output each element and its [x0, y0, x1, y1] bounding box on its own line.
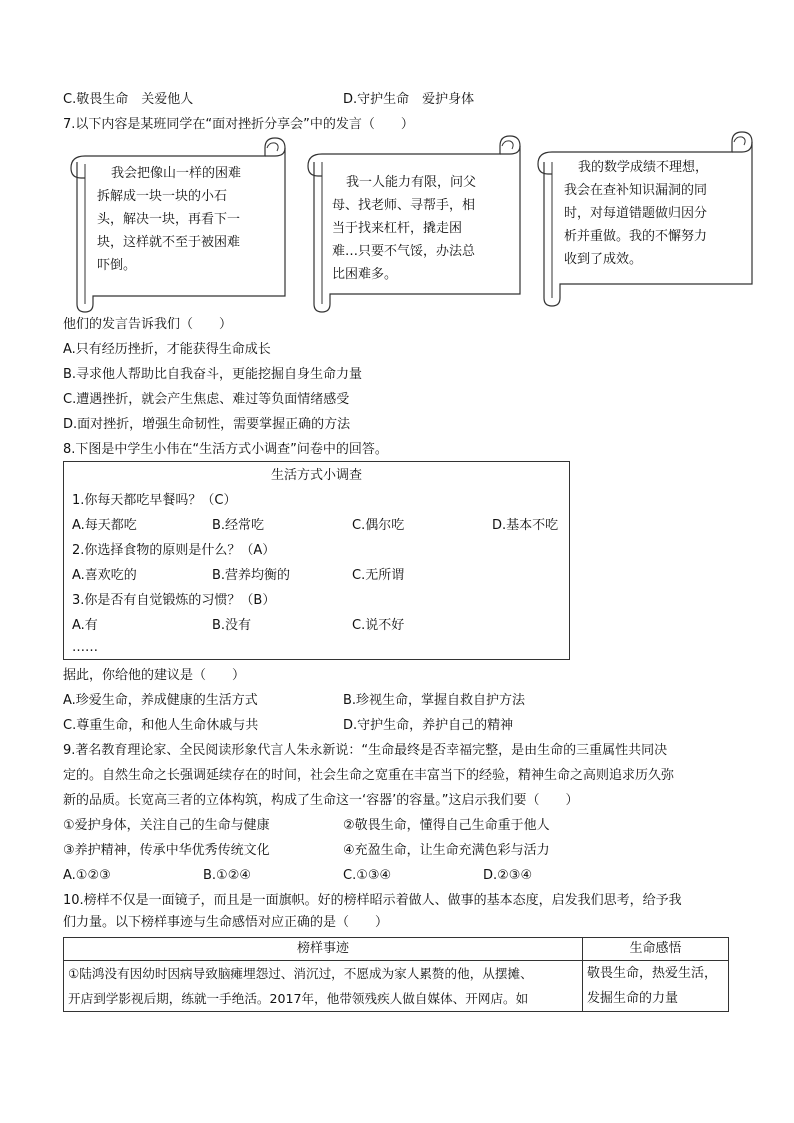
survey-q1-option-a: A.每天都吃: [72, 518, 137, 533]
scroll-3-line-3: 时，对每道错题做归因分: [564, 206, 708, 221]
survey-q3-option-b: B.没有: [212, 618, 252, 633]
scroll-1-line-3: 头，解决一块，再看下一: [97, 212, 241, 227]
survey-q1-option-d: D.基本不吃: [492, 518, 559, 533]
scroll-1-line-1: 我会把像山一样的困难: [111, 166, 242, 181]
q9-option-d: D.②③④: [483, 868, 533, 883]
q9-item-2: ②敬畏生命，懂得自己生命重于他人: [343, 818, 550, 833]
q7-option-b: B.寻求他人帮助比自我奋斗，更能挖掘自身生命力量: [63, 367, 363, 382]
scroll-2-line-5: 比困难多。: [332, 267, 398, 282]
q10-stem-line-2: 们力量。以下榜样事迹与生命感悟对应正确的是（ ）: [63, 915, 389, 930]
survey-question-2: 2.你选择食物的原则是什么？（A）: [72, 543, 276, 558]
table-row: [64, 961, 729, 1012]
q7-follow-question: 他们的发言告诉我们（ ）: [63, 317, 233, 332]
scroll-2-line-4: 难…只要不气馁，办法总: [332, 244, 476, 259]
scroll-1-line-2: 拆解成一块一块的小石: [97, 189, 228, 204]
table-cell-insight: [583, 961, 729, 1012]
table-header-insight: 生命感悟: [583, 938, 729, 961]
scroll-card-3: [530, 128, 754, 308]
scroll-card-2: [300, 134, 522, 314]
q8-option-b: B.珍视生命，掌握自救自护方法: [343, 693, 526, 708]
survey-q1-option-c: C.偶尔吃: [352, 518, 405, 533]
scroll-3-line-1: 我的数学成绩不理想，: [578, 160, 709, 175]
scroll-3-line-2: 我会在查补知识漏洞的同: [564, 183, 708, 198]
scroll-card-1: [63, 134, 288, 314]
survey-title: 生活方式小调查: [270, 468, 362, 483]
scroll-1-line-5: 吓倒。: [97, 258, 137, 273]
survey-q3-option-c: C.说不好: [352, 618, 405, 633]
survey-q1-option-b: B.经常吃: [212, 518, 265, 533]
deed-line-1: ①陆鸿没有因幼时因病导致脑瘫埋怨过、消沉过，不愿成为家人累赘的他，从摆摊、: [68, 966, 533, 981]
survey-q2-option-b: B.营养均衡的: [212, 568, 291, 583]
table-header-deeds: 榜样事迹: [64, 938, 583, 961]
survey-box: [63, 461, 570, 660]
insight-line-2: 发掘生命的力量: [587, 991, 679, 1006]
q8-follow-question: 据此，你给他的建议是（ ）: [63, 668, 246, 683]
q7-option-a: A.只有经历挫折，才能获得生命成长: [63, 342, 271, 357]
q6-option-c: C.敬畏生命 关爱他人: [63, 92, 194, 107]
scroll-3-line-4: 析并重做。我的不懈努力: [564, 229, 708, 244]
q10-stem-line-1: 10.榜样不仅是一面镜子，而且是一面旗帜。好的榜样昭示着做人、做事的基本态度，启发我们思考，给予我: [63, 893, 682, 908]
q9-stem-line-1: 9.著名教育理论家、全民阅读形象代言人朱永新说：“生命最终是否幸福完整，是由生命的三重属性共同决: [63, 743, 668, 758]
q9-stem-line-3: 新的品质。长宽高三者的立体构筑，构成了生命这一‘容器’的容量。”这启示我们要（ ）: [63, 793, 579, 808]
insight-line-1: 敬畏生命，热爱生活，: [587, 966, 718, 981]
q9-stem-line-2: 定的。自然生命之长强调延续存在的时间，社会生命之宽重在丰富当下的经验，精神生命之高则追求历久弥: [63, 768, 675, 783]
q7-stem: 7.以下内容是某班同学在“面对挫折分享会”中的发言（ ）: [63, 117, 414, 132]
scroll-2-line-2: 母、找老师、寻帮手，相: [332, 198, 476, 213]
q9-item-3: ③养护精神，传承中华优秀传统文化: [63, 843, 270, 858]
q9-option-a: A.①②③: [63, 868, 111, 883]
q7-option-c: C.遭遇挫折，就会产生焦虑、难过等负面情绪感受: [63, 392, 350, 407]
q9-item-4: ④充盈生命，让生命充满色彩与活力: [343, 843, 550, 858]
role-model-table: [63, 937, 729, 1012]
scroll-3-line-5: 收到了成效。: [564, 252, 643, 267]
survey-question-3: 3.你是否有自觉锻炼的习惯？（B）: [72, 593, 276, 608]
q8-stem: 8.下图是中学生小伟在“生活方式小调查”问卷中的回答。: [63, 442, 388, 457]
scroll-2-line-1: 我一人能力有限，问父: [346, 175, 477, 190]
survey-q2-option-c: C.无所谓: [352, 568, 405, 583]
q6-option-d: D.守护生命 爱护身体: [343, 92, 475, 107]
scroll-1-line-4: 块，这样就不至于被困难: [97, 235, 241, 250]
deed-line-2: 开店到学影视后期，练就一手绝活。2017年，他带领残疾人做自媒体、开网店。如: [68, 991, 529, 1006]
survey-question-1: 1.你每天都吃早餐吗？（C）: [72, 493, 237, 508]
q8-option-c: C.尊重生命，和他人生命休戚与共: [63, 718, 259, 733]
survey-q3-option-a: A.有: [72, 618, 98, 633]
q8-option-d: D.守护生命，养护自己的精神: [343, 718, 514, 733]
survey-ellipsis: ……: [72, 640, 98, 655]
q9-option-b: B.①②④: [203, 868, 252, 883]
q7-option-d: D.面对挫折，增强生命韧性，需要掌握正确的方法: [63, 417, 351, 432]
q9-item-1: ①爱护身体，关注自己的生命与健康: [63, 818, 270, 833]
table-cell-deed: [64, 961, 583, 1012]
q8-option-a: A.珍爱生命，养成健康的生活方式: [63, 693, 258, 708]
survey-q2-option-a: A.喜欢吃的: [72, 568, 137, 583]
q9-option-c: C.①③④: [343, 868, 392, 883]
scroll-2-line-3: 当于找来杠杆，撬走困: [332, 221, 463, 236]
